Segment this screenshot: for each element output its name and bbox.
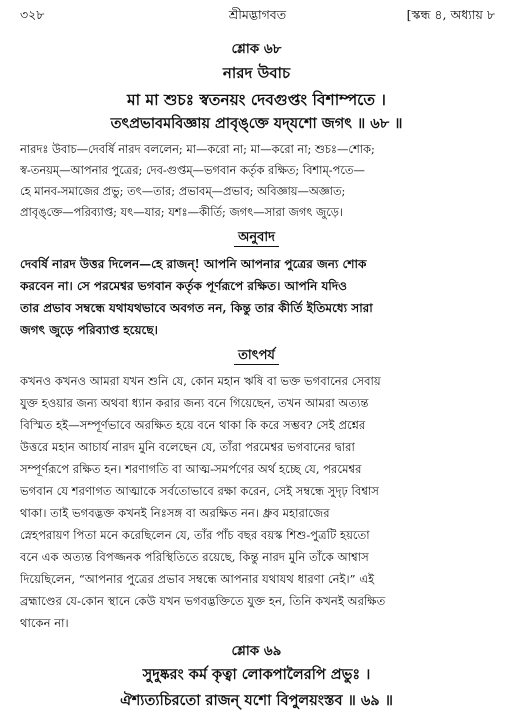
purport-line: সম্পূর্ণরূপে রক্ষিত হন। শরণাগতি বা আত্ম-সমর্পণের অর্থ হচ্ছে যে, পরমেশ্বর — [20, 462, 362, 476]
purport-block — [20, 370, 493, 634]
purport-line: থাকা। তাই ভগবদ্ভক্ত কখনই নিঃসঙ্গ বা অরক্ষিত নন। ধ্রুব মহারাজের — [20, 506, 330, 520]
synonyms-line: স্ব-তনয়ম্—আপনার পুত্রের; দেব-গুপ্তম্—ভগবান কর্তৃক রক্ষিত; বিশাম্-পতে— — [20, 163, 365, 177]
verse-69-line-2: ঐশ্যত্যচিরতো রাজন্ যশো বিপুলয়ংস্তব ॥ ৬৯ ॥ — [120, 692, 393, 709]
verse-68-line-2: তৎপ্রভাবমবিজ্ঞায় প্রাবৃঙ্‌ক্তে যদ্‌যশো জগৎ ॥ ৬৮ ॥ — [110, 115, 403, 132]
purport-line: ব্রহ্মাণ্ডের যে-কোন স্থানে কেউ যখন ভগবদ্ভক্তিতে যুক্ত হন, তিনি কখনই অরক্ষিত — [20, 594, 386, 608]
purport-line: বিস্মিত হই—সম্পূর্ণভাবে অরক্ষিত হয়ে বনে থাকা কি করে সম্ভব? সেই প্রশ্নের — [20, 418, 366, 432]
purport-line: দিয়েছিলেন, “আপনার পুত্রের প্রভাব সম্বন্ধে আপনার যথাযথ ধারণা নেই।” এই — [20, 572, 375, 586]
chapter-reference: [স্কন্ধ ৪, অধ্যায় ৮ — [406, 7, 495, 22]
purport-line: উত্তরে মহান আচার্য নারদ মুনি বলেছেন যে, তাঁরা পরমেশ্বর ভগবানের দ্বারা — [20, 440, 355, 454]
translation-line: করবেন না। সে পরমেশ্বর ভগবান কর্তৃক পূর্ণরূপে রক্ষিত। আপনি যদিও — [20, 279, 347, 293]
purport-line: কখনও কখনও আমরা যখন শুনি যে, কোন মহান ঋষি বা ভক্ত ভগবানের সেবায় — [20, 374, 381, 388]
purport-line: স্নেহপরায়ণ পিতা মনে করেছিলেন যে, তাঁর পাঁচ বছর বয়স্ক শিশু-পুত্রটি হয়তো — [20, 528, 370, 542]
synonyms-line: প্রাবৃঙ্‌ক্তে—পরিব্যাপ্ত; যৎ—যার; যশঃ—কীর্তি; জগৎ—সারা জগৎ জুড়ে। — [20, 205, 343, 219]
translation-block — [20, 253, 493, 341]
verse-69-line-1: সুদুষ্করং কর্ম কৃত্বা লোকপালৈরপি প্রভুঃ । — [142, 666, 371, 683]
purport-line: বনে এক অত্যন্ত বিপজ্জনক পরিস্থিতিতে রয়েছে, কিন্তু নারদ মুনি তাঁকে আশ্বাস — [20, 550, 369, 564]
translation-line: তার প্রভাব সম্বন্ধে যথাযথভাবে অবগত নন, কিন্তু তার কীর্তি ইতিমধ্যে সারা — [20, 301, 373, 315]
verse-68-speaker: নারদ উবাচ — [222, 64, 291, 82]
synonyms-block — [20, 139, 493, 223]
translation-title: অনুবাদ — [0, 228, 513, 249]
purport-title: তাৎপর্য — [0, 346, 513, 367]
book-title: শ্রীমদ্ভাগবত — [228, 7, 287, 22]
translation-line: দেবর্ষি নারদ উত্তর দিলেন—হে রাজন্! আপনি আপনার পুত্রের জন্য শোক — [20, 257, 367, 271]
verse-68-label: শ্লোক ৬৮ — [231, 41, 282, 57]
verse-68-line-1: মা মা শুচঃ স্বতনয়ং দেবগুপ্তং বিশাম্পতে । — [127, 90, 386, 109]
synonyms-line: হে মানব-সমাজের প্রভু; তৎ—তার; প্রভাবম্—প্রভাব; অবিজ্ঞায়—অজ্ঞাত; — [20, 184, 346, 198]
page-number: ৩২৮ — [20, 7, 45, 22]
verse-69-label: শ্লোক ৬৯ — [231, 643, 282, 659]
purport-line: যুক্ত হওয়ার জন্য অথবা ধ্যান করার জন্য বনে গিয়েছেন, তখন আমরা অত্যন্ত — [20, 396, 369, 410]
page-header — [20, 7, 495, 25]
purport-line: থাকেন না। — [20, 616, 69, 630]
purport-line: ভগবান যে শরণাগত আত্মাকে সর্বতোভাবে রক্ষা করেন, সেই সম্বন্ধে সুদৃঢ় বিশ্বাস — [20, 484, 379, 498]
translation-line: জগৎ জুড়ে পরিব্যাপ্ত হয়েছে। — [20, 323, 158, 337]
synonyms-line: নারদঃ উবাচ—দেবর্ষি নারদ বললেন; মা—করো না; মা—করো না; শুচঃ—শোক; — [20, 142, 375, 156]
